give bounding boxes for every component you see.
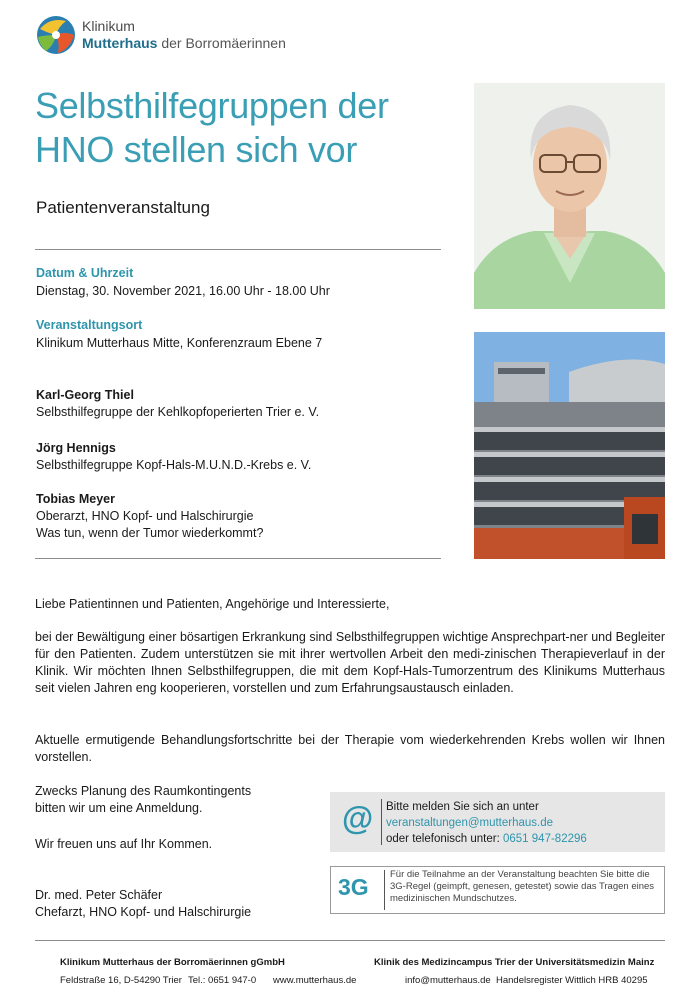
paragraph-progress: Aktuelle ermutigende Behandlungsfortschritte bei der Therapie vom wiederkehrenden Krebs wollen wir Ihnen vorstellen. [35, 733, 665, 764]
speaker-affiliation: Oberarzt, HNO Kopf- und Halschirurgie [36, 509, 254, 523]
speaker-affiliation: Selbsthilfegruppe Kopf-Hals-M.U.N.D.-Krebs e. V. [36, 458, 312, 472]
contact-phone[interactable]: 0651 947-82296 [503, 833, 587, 845]
greeting: Liebe Patientinnen und Patienten, Angehörige und Interessierte, [35, 597, 390, 611]
date-label: Datum & Uhrzeit [36, 266, 134, 280]
footer-divider [35, 940, 665, 941]
building-photo [474, 332, 665, 559]
speaker-affiliation: Selbsthilfegruppe der Kehlkopfoperierten Trier e. V. [36, 405, 320, 419]
contact-instruction: Bitte melden Sie sich an unter [386, 801, 539, 813]
title-line1: Selbsthilfegruppen der [35, 85, 389, 126]
speaker-name: Jörg Hennigs [36, 441, 116, 455]
footer-phone: Tel.: 0651 947-0 [188, 975, 257, 986]
divider [381, 799, 382, 845]
divider [35, 249, 441, 250]
speaker-name: Tobias Meyer [36, 492, 115, 506]
logo-brand: Mutterhaus [82, 35, 158, 51]
page-title [35, 84, 455, 172]
logo-text [82, 18, 286, 52]
location-label: Veranstaltungsort [36, 318, 143, 332]
page-subtitle: Patientenveranstaltung [36, 198, 210, 217]
covid-notice: Für die Teilnahme an der Veranstaltung beachten Sie bitte die 3G-Regel (geimpft, genesen, getestet) sowie das Tragen eines medizinischen Mundschutzes. [390, 869, 655, 904]
paragraph-intro: bei der Bewältigung einer bösartigen Erkrankung sind Selbsthilfegruppen wichtige Ansprechpart-ner und Begleiter für den Patienten. Zudem unterstützen sie mit ihrer wertvollen Arbeit den medi-zinischen Therapieverlauf in der Klinik. Wir möchten Ihnen Selbsthilfegruppen, die mit dem Kopf-Hals-Tumorzentrum des Klinikums Mutterhaus seit vielen Jahren eng kooperieren, vorstellen und zum Erfahrungsaustausch einladen. [35, 630, 665, 695]
footer-register: Handelsregister Wittlich HRB 40295 [496, 975, 648, 986]
3g-badge: 3G [338, 874, 369, 900]
footer-affiliation: Klinik des Medizincampus Trier der Universitätsmedizin Mainz [374, 957, 655, 968]
registration-line1: Zwecks Planung des Raumkontingents [35, 784, 252, 798]
date-value: Dienstag, 30. November 2021, 16.00 Uhr - 18.00 Uhr [36, 284, 330, 298]
logo-icon [36, 13, 76, 57]
speaker-name: Karl-Georg Thiel [36, 388, 134, 402]
signature-name: Dr. med. Peter Schäfer [35, 888, 163, 902]
registration-line2: bitten wir um eine Anmeldung. [35, 801, 203, 815]
logo-rest: der Borromäerinnen [157, 35, 286, 51]
contact-phone-prefix: oder telefonisch unter: [386, 833, 503, 845]
contact-info [386, 799, 587, 847]
footer-website-link[interactable]: www.mutterhaus.de [273, 975, 357, 986]
divider [384, 870, 385, 910]
title-line2: HNO stellen sich vor [35, 129, 358, 170]
at-icon: @ [342, 800, 374, 836]
location-value: Klinikum Mutterhaus Mitte, Konferenzraum Ebene 7 [36, 336, 323, 350]
footer-org: Klinikum Mutterhaus der Borromäerinnen gGmbH [60, 957, 285, 968]
signature-title: Chefarzt, HNO Kopf- und Halschirurgie [35, 905, 252, 919]
portrait-photo [474, 83, 665, 309]
footer-address: Feldstraße 16, D-54290 Trier [60, 975, 182, 986]
speaker-topic: Was tun, wenn der Tumor wiederkommt? [36, 526, 264, 540]
contact-email-link[interactable]: veranstaltungen@mutterhaus.de [386, 817, 554, 829]
footer-email-link[interactable]: info@mutterhaus.de [405, 975, 491, 986]
divider [35, 558, 441, 559]
logo-line1: Klinikum [82, 18, 135, 34]
closing: Wir freuen uns auf Ihr Kommen. [35, 837, 213, 851]
